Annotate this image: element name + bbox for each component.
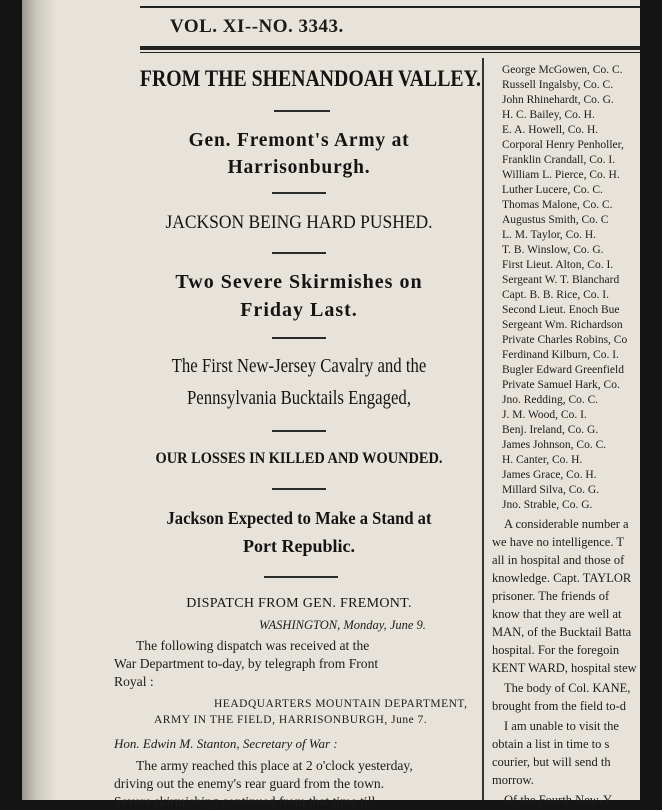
column-text-line: morrow. bbox=[492, 773, 534, 787]
dispatch-text-line: War Department to-day, by telegraph from Front bbox=[114, 656, 379, 671]
casualty-name: T. B. Winslow, Co. G. bbox=[502, 244, 604, 256]
casualty-name: Benj. Ireland, Co. G. bbox=[502, 424, 599, 436]
volume-number: VOL. XI--NO. 3343. bbox=[170, 16, 344, 37]
column-text-line: KENT WARD, hospital stew bbox=[492, 661, 637, 675]
section-rule bbox=[264, 576, 338, 578]
casualty-name: L. M. Taylor, Co. H. bbox=[502, 229, 597, 241]
headline-deck-4b: Pennsylvania Bucktails Engaged, bbox=[186, 388, 412, 409]
headline-separator bbox=[272, 192, 326, 194]
casualty-name: Ferdinand Kilburn, Co. I. bbox=[502, 349, 619, 361]
casualty-name: Sergeant W. T. Blanchard bbox=[502, 274, 620, 286]
headline-deck-6b: Port Republic. bbox=[243, 536, 355, 556]
column-text-line: The body of Col. KANE, bbox=[504, 681, 631, 695]
column-text-line: prisoner. The friends of bbox=[492, 589, 610, 603]
column-text-line: MAN, of the Bucktail Batta bbox=[492, 625, 632, 639]
casualty-name: Franklin Crandall, Co. I. bbox=[502, 154, 616, 166]
column-text-line: hospital. For the foregoin bbox=[492, 643, 620, 657]
column-text-line: knowledge. Capt. TAYLOR bbox=[492, 571, 632, 585]
casualty-name: Bugler Edward Greenfield bbox=[502, 364, 624, 376]
casualty-name: Second Lieut. Enoch Bue bbox=[502, 304, 620, 316]
headline-separator bbox=[272, 430, 326, 432]
casualty-name: John Rhinehardt, Co. G. bbox=[502, 94, 614, 106]
headline-deck-1b: Harrisonburgh. bbox=[227, 157, 371, 178]
masthead-rule-thin bbox=[140, 52, 640, 53]
casualty-list-column bbox=[492, 64, 662, 807]
headline-deck-2: JACKSON BEING HARD PUSHED. bbox=[165, 212, 433, 233]
column-text-line: obtain a list in time to s bbox=[492, 737, 610, 751]
casualty-name: Private Charles Robins, Co bbox=[502, 334, 628, 346]
newspaper-page bbox=[22, 0, 640, 809]
top-rule bbox=[140, 6, 640, 8]
headquarters-line: ARMY IN THE FIELD, HARRISONBURGH, June 7. bbox=[154, 714, 428, 726]
casualty-name: Corporal Henry Penholler, bbox=[502, 139, 624, 151]
salutation: Hon. Edwin M. Stanton, Secretary of War : bbox=[114, 736, 338, 751]
page-fold-shadow bbox=[22, 0, 56, 800]
casualty-name: First Lieut. Alton, Co. I. bbox=[502, 259, 614, 271]
casualty-name: James Johnson, Co. C. bbox=[502, 439, 607, 451]
dispatch-title: DISPATCH FROM GEN. FREMONT. bbox=[186, 596, 412, 611]
headline-separator bbox=[274, 110, 330, 112]
column-text-line: know that they are well at bbox=[492, 607, 622, 621]
headline-deck-3a: Two Severe Skirmishes on bbox=[175, 271, 423, 293]
headline-deck-4a: The First New-Jersey Cavalry and the bbox=[171, 356, 427, 377]
column-text-line: brought from the field to-d bbox=[492, 699, 626, 713]
dispatch-text-line: driving out the enemy's rear guard from the town. bbox=[114, 776, 385, 791]
column-text-line: courier, but will send th bbox=[492, 755, 611, 769]
casualty-name: Capt. B. B. Rice, Co. I. bbox=[502, 289, 610, 301]
lead-article-column bbox=[114, 58, 484, 809]
masthead-rule-thick bbox=[140, 46, 640, 50]
casualty-name: H. Canter, Co. H. bbox=[502, 454, 583, 466]
headline-deck-1a: Gen. Fremont's Army at bbox=[188, 130, 410, 151]
casualty-name: Jno. Redding, Co. C. bbox=[502, 394, 599, 406]
casualty-name: William L. Pierce, Co. H. bbox=[502, 169, 620, 181]
dispatch-text-line: The army reached this place at 2 o'clock yesterday, bbox=[136, 758, 413, 773]
casualty-name: James Grace, Co. H. bbox=[502, 469, 597, 481]
casualty-name: Augustus Smith, Co. C bbox=[502, 214, 609, 226]
headline-separator bbox=[272, 252, 326, 254]
casualty-name: Jno. Strable, Co. G. bbox=[502, 499, 593, 511]
casualty-name: Sergeant Wm. Richardson bbox=[502, 319, 623, 331]
dispatch-dateline: WASHINGTON, Monday, June 9. bbox=[259, 618, 426, 632]
headline-deck-6a: Jackson Expected to Make a Stand at bbox=[166, 508, 432, 528]
headline-deck-3b: Friday Last. bbox=[240, 299, 358, 321]
dispatch-text-line: Royal : bbox=[114, 674, 154, 689]
casualty-name: H. C. Bailey, Co. H. bbox=[502, 109, 595, 121]
casualty-name: Russell Ingalsby, Co. C. bbox=[502, 79, 614, 91]
dispatch-text-line: Severe skirmishing continued from that time till bbox=[114, 794, 376, 809]
casualty-name: Thomas Malone, Co. C. bbox=[502, 199, 613, 211]
casualty-name: J. M. Wood, Co. I. bbox=[502, 409, 587, 421]
column-text-line: Of the Fourth New-Y bbox=[504, 793, 612, 807]
casualty-name: George McGowen, Co. C. bbox=[502, 64, 623, 76]
dispatch-text-line: The following dispatch was received at the bbox=[136, 638, 370, 653]
headline-separator bbox=[272, 337, 326, 339]
casualty-name: E. A. Howell, Co. H. bbox=[502, 124, 599, 136]
headline-main: FROM THE SHENANDOAH VALLEY. bbox=[139, 66, 482, 91]
casualty-name: Millard Silva, Co. G. bbox=[502, 484, 600, 496]
column-text-line: all in hospital and those of bbox=[492, 553, 625, 567]
casualty-name: Luther Lucere, Co. C. bbox=[502, 184, 603, 196]
headline-deck-5: OUR LOSSES IN KILLED AND WOUNDED. bbox=[155, 450, 443, 467]
column-text-line: I am unable to visit the bbox=[504, 719, 619, 733]
headline-separator bbox=[272, 488, 326, 490]
column-text-line: A considerable number a bbox=[504, 517, 629, 531]
casualty-name: Private Samuel Hark, Co. bbox=[502, 379, 620, 391]
column-text-line: we have no intelligence. T bbox=[492, 535, 625, 549]
headquarters-line: HEADQUARTERS MOUNTAIN DEPARTMENT, bbox=[214, 698, 468, 710]
